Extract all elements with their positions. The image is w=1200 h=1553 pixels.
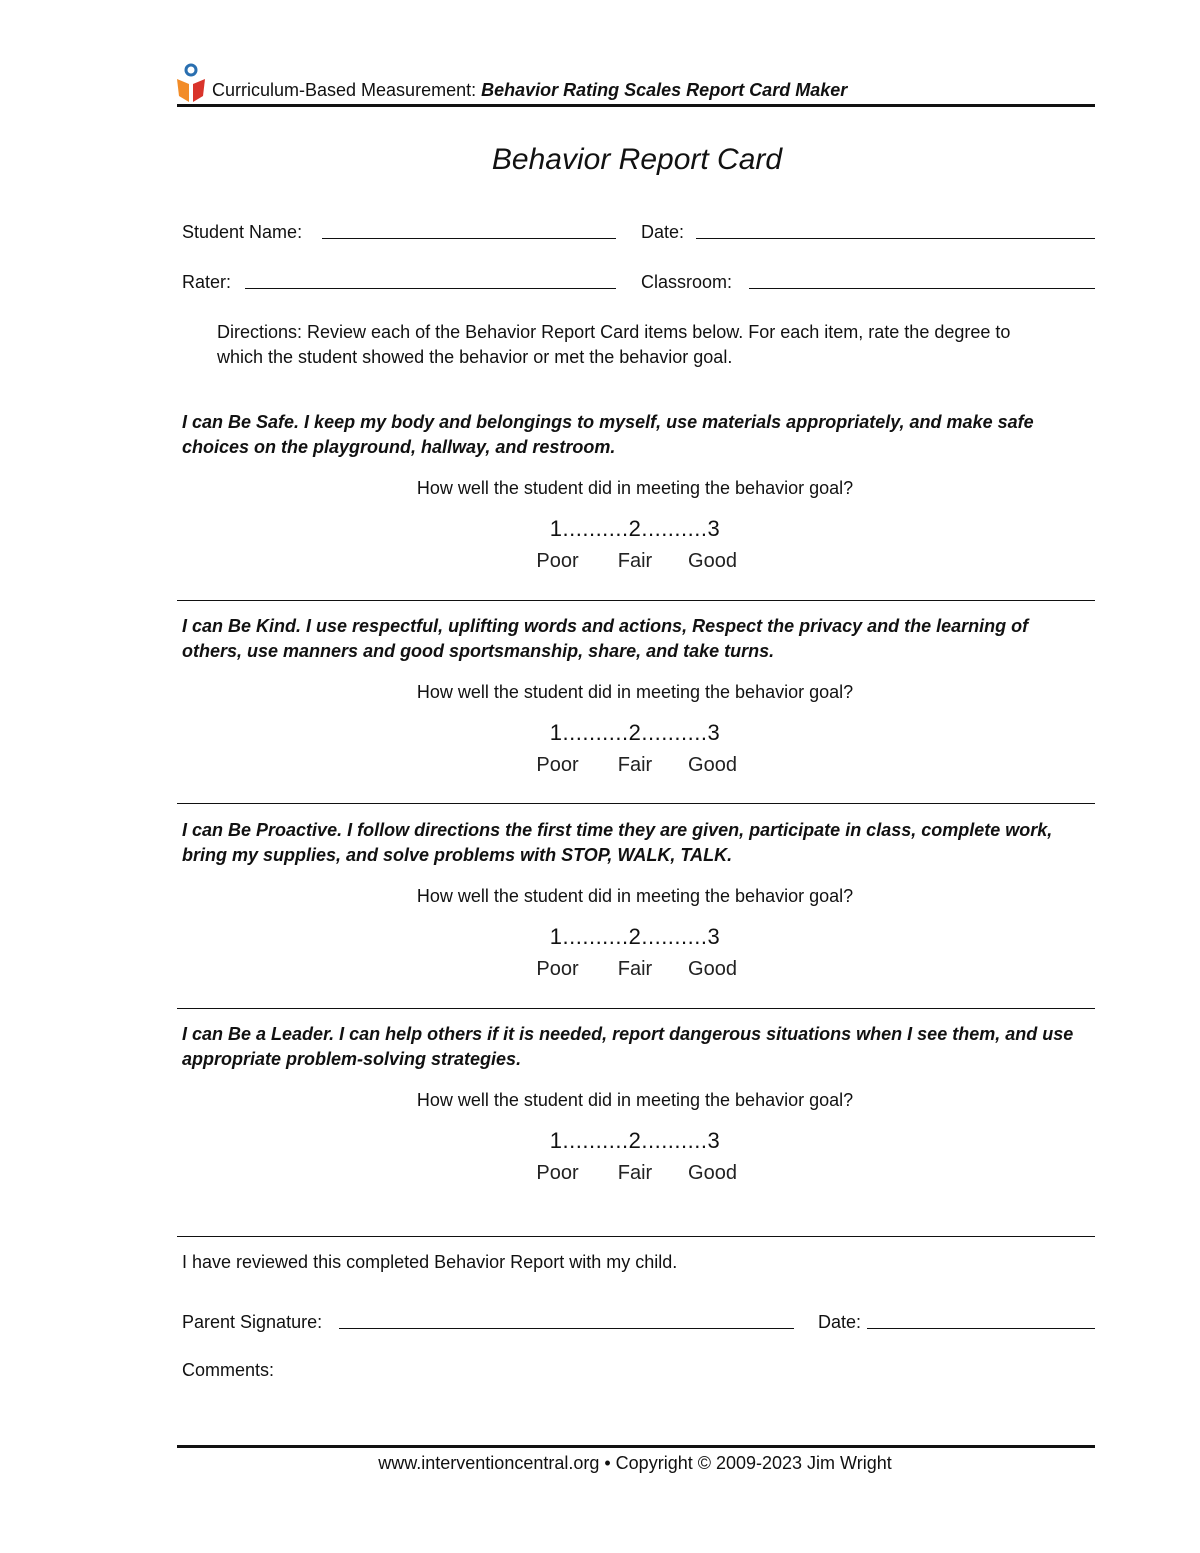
label-poor[interactable]: Poor xyxy=(536,1162,579,1184)
rating-labels xyxy=(0,1162,1200,1185)
comments-label: Comments: xyxy=(182,1360,275,1380)
footer-text: www.interventioncentral.org • Copyright © 2009-2023 Jim Wright xyxy=(378,1453,892,1473)
rating-labels xyxy=(0,550,1200,573)
label-good[interactable]: Good xyxy=(688,1162,737,1184)
rating-scale[interactable]: 1..........2..........3 xyxy=(549,516,721,541)
rating-labels xyxy=(0,958,1200,981)
label-fair[interactable]: Fair xyxy=(617,754,653,776)
header-prefix: Curriculum-Based Measurement: xyxy=(212,80,482,100)
rating-question: How well the student did in meeting the behavior goal? xyxy=(416,886,854,906)
rating-question: How well the student did in meeting the behavior goal? xyxy=(416,478,854,498)
label-poor[interactable]: Poor xyxy=(536,958,579,980)
footer-rule xyxy=(177,1445,1095,1448)
section-divider xyxy=(177,1008,1095,1009)
label-fair[interactable]: Fair xyxy=(617,958,653,980)
student-name-field[interactable] xyxy=(322,238,616,239)
rater-label: Rater: xyxy=(182,272,232,292)
label-poor[interactable]: Poor xyxy=(536,550,579,572)
label-good[interactable]: Good xyxy=(688,958,737,980)
label-fair[interactable]: Fair xyxy=(617,1162,653,1184)
label-good[interactable]: Good xyxy=(688,550,737,572)
behavior-goal: I can Be Safe. I keep my body and belongings to myself, use materials appropriately, and make safe choices on the playground, hallway, and restroom. xyxy=(182,412,1034,457)
rating-scale[interactable]: 1..........2..........3 xyxy=(549,1128,721,1153)
header-product: Behavior Rating Scales Report Card Maker xyxy=(481,80,848,100)
classroom-label: Classroom: xyxy=(641,272,733,292)
behavior-goal: I can Be a Leader. I can help others if it is needed, report dangerous situations when I see them, and use appropriate problem-solving strategies. xyxy=(182,1024,1074,1069)
parent-date-field[interactable] xyxy=(867,1328,1095,1329)
header-title xyxy=(212,80,847,101)
rating-labels xyxy=(0,754,1200,777)
intervention-central-logo-icon xyxy=(175,62,207,104)
directions-text: Directions: Review each of the Behavior Report Card items below. For each item, rate the degree to which the student showed the behavior or met the behavior goal. xyxy=(217,322,1011,367)
date-label: Date: xyxy=(641,222,685,242)
label-poor[interactable]: Poor xyxy=(536,754,579,776)
parent-date-label: Date: xyxy=(818,1312,862,1332)
header-rule xyxy=(177,104,1095,107)
rater-field[interactable] xyxy=(245,288,616,289)
student-name-label: Student Name: xyxy=(182,222,303,242)
date-field[interactable] xyxy=(696,238,1095,239)
section-divider xyxy=(177,803,1095,804)
rating-question: How well the student did in meeting the behavior goal? xyxy=(416,682,854,702)
classroom-field[interactable] xyxy=(749,288,1095,289)
label-good[interactable]: Good xyxy=(688,754,737,776)
section-divider xyxy=(177,1236,1095,1237)
rating-scale[interactable]: 1..........2..........3 xyxy=(549,924,721,949)
section-divider xyxy=(177,600,1095,601)
page-title: Behavior Report Card xyxy=(491,143,783,176)
rating-question: How well the student did in meeting the behavior goal? xyxy=(416,1090,854,1110)
label-fair[interactable]: Fair xyxy=(617,550,653,572)
behavior-goal: I can Be Kind. I use respectful, uplifting words and actions, Respect the privacy and the learning of others, use manners and good sportsmanship, share, and take turns. xyxy=(182,616,1029,661)
review-statement: I have reviewed this completed Behavior Report with my child. xyxy=(182,1252,678,1272)
parent-signature-label: Parent Signature: xyxy=(182,1312,323,1332)
rating-scale[interactable]: 1..........2..........3 xyxy=(549,720,721,745)
parent-signature-field[interactable] xyxy=(339,1328,794,1329)
behavior-goal: I can Be Proactive. I follow directions the first time they are given, participate in class, complete work, bring my supplies, and solve problems with STOP, WALK, TALK. xyxy=(182,820,1053,865)
